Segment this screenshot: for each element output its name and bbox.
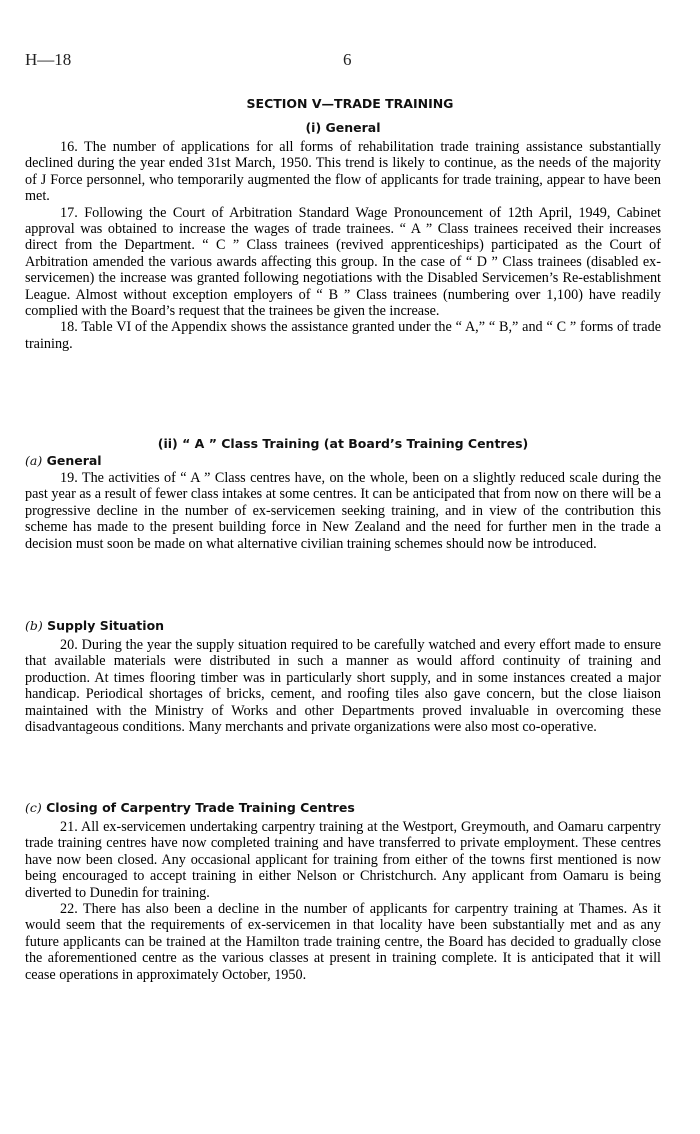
paragraph-22: 22. There has also been a decline in the number of applicants for carpentry training at Thames. As it would seem that the requirements of ex-servicemen in that locality have been substantially met and as any future applicants can be trained at the Hamilton trade training centre, the Board has decided to gradually close the aforementioned centre as the various classes at present in training complete. It is anticipated that it will cease operations in approximately October, 1950. <box>25 901 661 983</box>
page-header <box>25 50 665 74</box>
general-block <box>25 120 661 352</box>
subheading-title: Supply Situation <box>47 618 165 633</box>
paragraph-20: 20. During the year the supply situation required to be carefully watched and every effort made to ensure that available materials were distributed in such a manner as would afford continuity of training and production. At times flooring timber was in particularly short supply, and in some instances created a major handicap. Periodical shortages of bricks, cement, and roofing tiles also gave concern, but the close liaison maintained with the Ministry of Works and other Departments proved invaluable in overcoming these disadvantageous conditions. Many merchants and private organizations were also most co-operative. <box>25 637 661 736</box>
class-a-block <box>25 436 661 552</box>
subheading-supply <box>25 618 661 633</box>
subheading-letter: (a) <box>25 453 43 468</box>
paragraph-19: 19. The activities of “ A ” Class centres have, on the whole, been on a slightly reduced scale during the past year as a result of fewer class intakes at some centres. It can be anticipated that from now on there will be a progressive decline in the number of ex-servicemen seeking training, and in view of the contribution this scheme has made to the present building force in New Zealand and the need for further men in the trade a decision must soon be made on what alternative civilian training schemes should now be introduced. <box>25 470 661 552</box>
class-a-heading: (ii) “ A ” Class Training (at Board’s Training Centres) <box>157 436 529 451</box>
subheading-closing <box>25 800 661 815</box>
subheading-title: General <box>46 453 102 468</box>
paragraph-18: 18. Table VI of the Appendix shows the assistance granted under the “ A,” “ B,” and “ C ” forms of trade training. <box>25 319 661 352</box>
closing-block <box>25 800 661 983</box>
supply-block <box>25 618 661 735</box>
page-number: 6 <box>343 50 352 69</box>
paragraph-21: 21. All ex-servicemen undertaking carpentry training at the Westport, Greymouth, and Oamaru carpentry trade training centres have now completed training and have transferred to private employment. These centres have now been closed. Any occasional applicant for training from either of the towns first mentioned is now being encouraged to accept training in either Nelson or Christchurch. Any applicant from Oamaru is being diverted to Dunedin for training. <box>25 819 661 901</box>
paragraph-17: 17. Following the Court of Arbitration Standard Wage Pronouncement of 12th April, 1949, Cabinet approval was obtained to increase the wages of trade trainees. “ A ” Class trainees received their increases direct from the Department. “ C ” Class trainees (revived apprenticeships) participated as the Court of Arbitration amended the various awards affecting this group. In the case of “ D ” Class trainees (disabled ex-servicemen) the increase was granted following negotiations with the Disabled Servicemen’s Re-establishment League. Almost without exception employers of “ B ” Class trainees (numbering over 1,100) have readily complied with the Board’s request that the trainees be given the increase. <box>25 204 661 320</box>
subheading-letter: (c) <box>25 800 42 815</box>
paragraph-16: 16. The number of applications for all forms of rehabilitation trade training assistance substantially declined during the year ended 31st March, 1950. This trend is likely to continue, as the needs of the majority of J Force personnel, who temporarily augmented the flow of applicants for trade training, appear to have been met. <box>25 139 661 205</box>
general-heading: (i) General <box>305 120 381 135</box>
section-title: SECTION V—TRADE TRAINING <box>246 96 454 111</box>
subheading-general <box>25 453 661 468</box>
subheading-title: Closing of Carpentry Trade Training Centres <box>46 800 355 815</box>
subheading-letter: (b) <box>25 618 43 633</box>
document-code: H—18 <box>25 50 72 69</box>
